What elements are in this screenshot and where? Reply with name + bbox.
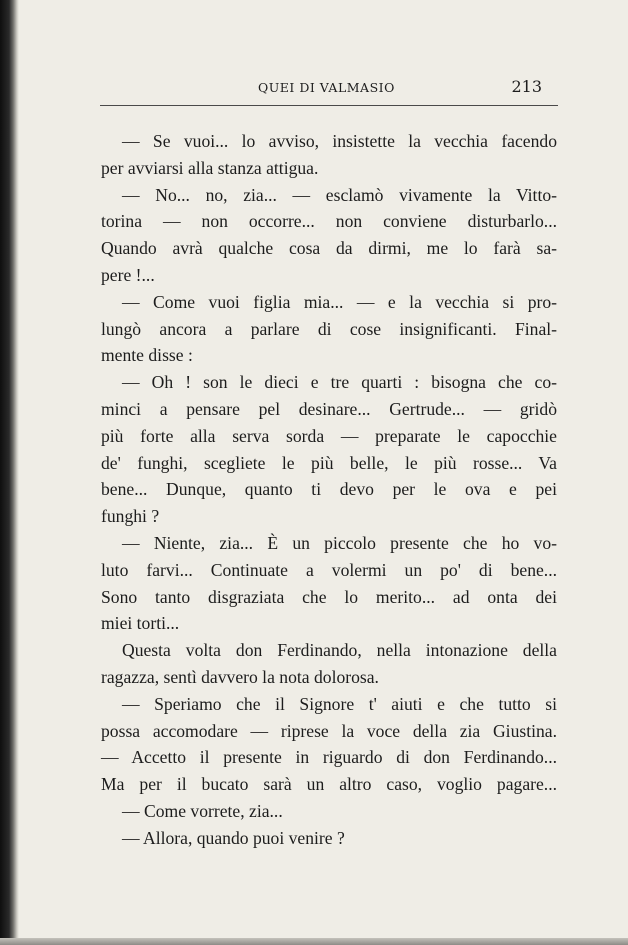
text-line: possa accomodare — riprese la voce della zia Giustina.	[101, 720, 557, 741]
text-line: mente disse :	[101, 345, 193, 366]
running-title: QUEI DI VALMASIO	[258, 80, 395, 95]
text-line: più forte alla serva sorda — preparate le capocchie	[101, 425, 557, 446]
text-line: — Speriamo che il Signore t' aiuti e che tutto si	[122, 693, 557, 714]
text-line: bene... Dunque, quanto ti devo per le ova e pei	[101, 479, 557, 500]
text-line: torina — non occorre... non conviene disturbarlo...	[101, 211, 557, 232]
text-line: Quando avrà qualche cosa da dirmi, me lo farà sa-	[101, 238, 557, 259]
text-line: minci a pensare pel desinare... Gertrude... — gridò	[101, 398, 557, 419]
page-bottom-edge	[0, 938, 628, 945]
body-text	[101, 128, 557, 852]
text-line: — No... no, zia... — esclamò vivamente la Vitto-	[122, 184, 557, 205]
text-line: luto farvi... Continuate a volermi un po' di bene...	[101, 559, 557, 580]
text-line: Questa volta don Ferdinando, nella intonazione della	[122, 640, 557, 661]
page-binding-edge	[0, 0, 19, 945]
text-line: pere !...	[101, 264, 155, 285]
text-line: — Come vorrete, zia...	[122, 800, 283, 821]
text-line: miei torti...	[101, 613, 180, 634]
page-number: 213	[511, 77, 542, 96]
page-header	[100, 76, 558, 102]
text-line: Sono tanto disgraziata che lo merito... ad onta dei	[101, 586, 557, 607]
text-line: — Se vuoi... lo avviso, insistette la vecchia facendo	[122, 131, 557, 151]
text-line: — Oh ! son le dieci e tre quarti : bisogna che co-	[122, 372, 557, 393]
text-line: — Come vuoi figlia mia... — e la vecchia si pro-	[122, 291, 557, 312]
text-line: ragazza, sentì davvero la nota dolorosa.	[101, 666, 379, 687]
text-line: — Accetto il presente in riguardo di don Ferdinando...	[101, 747, 557, 768]
text-line: — Niente, zia... È un piccolo presente che ho vo-	[122, 532, 557, 553]
text-line: per avviarsi alla stanza attigua.	[101, 157, 319, 178]
text-line: — Allora, quando puoi venire ?	[122, 827, 345, 848]
text-line: funghi ?	[101, 506, 160, 527]
text-line: de' funghi, scegliete le più belle, le più rosse... Va	[101, 452, 557, 473]
text-line: lungò ancora a parlare di cose insignificanti. Final-	[101, 318, 557, 339]
header-rule	[100, 105, 558, 106]
text-line: Ma per il bucato sarà un altro caso, voglio pagare...	[101, 774, 557, 795]
